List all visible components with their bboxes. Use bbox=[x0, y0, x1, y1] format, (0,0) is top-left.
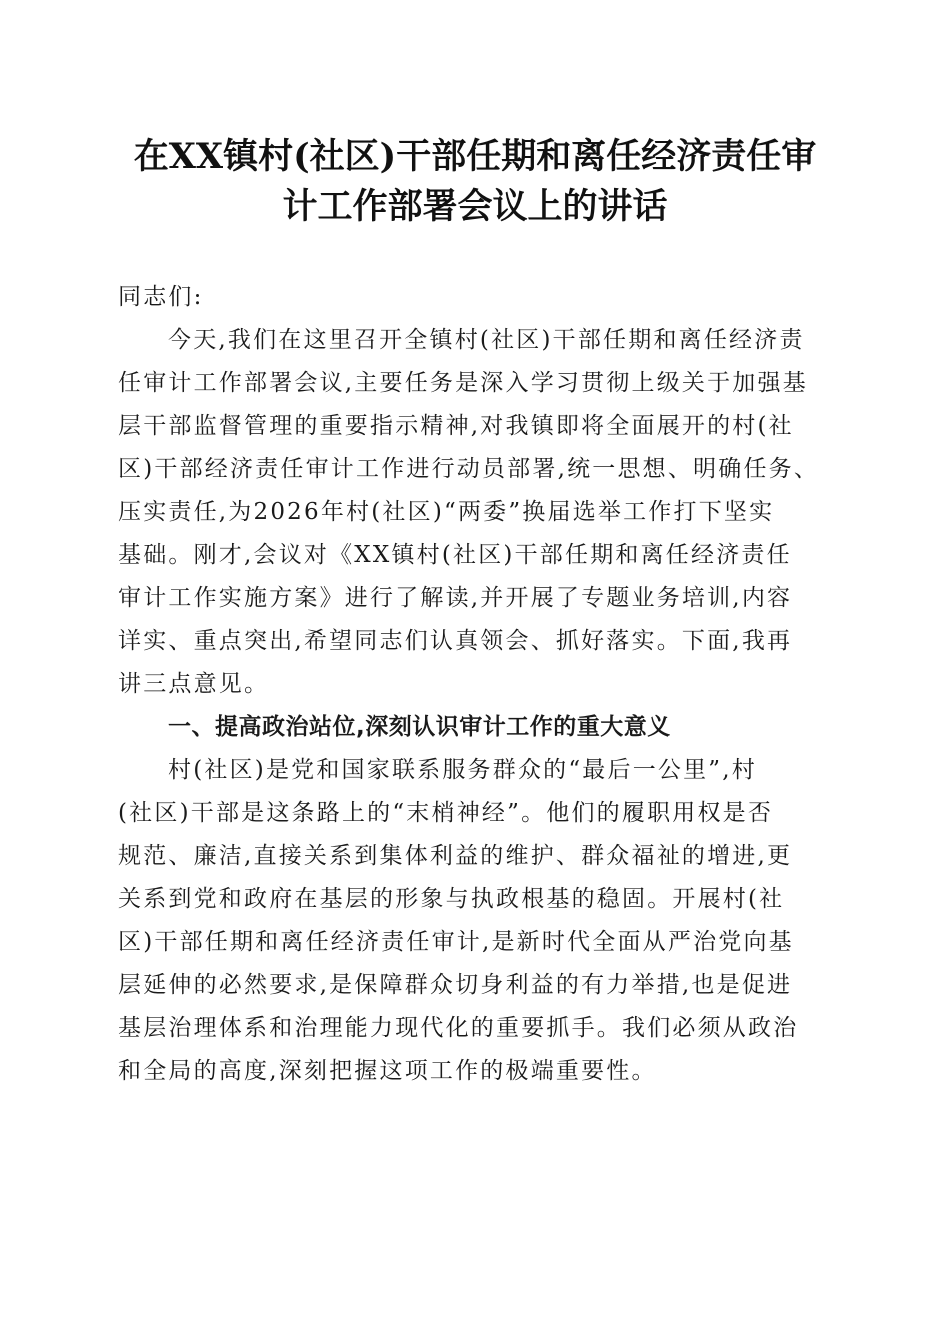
title-line-2: 计工作部署会议上的讲话 bbox=[282, 186, 668, 227]
paragraph-line: 基础。刚才,会议对《XX镇村(社区)干部任期和离任经济责任 bbox=[118, 542, 792, 568]
salutation: 同志们: bbox=[118, 284, 204, 310]
paragraph-line: 基层治理体系和治理能力现代化的重要抓手。我们必须从政治 bbox=[118, 1015, 799, 1041]
paragraph-2 bbox=[118, 749, 830, 1093]
document-title bbox=[100, 132, 850, 232]
paragraph-line: 今天,我们在这里召开全镇村(社区)干部任期和离任经济责 bbox=[168, 327, 805, 353]
document-body bbox=[118, 276, 830, 1093]
title-line-1: 在XX镇村(社区)干部任期和离任经济责任审 bbox=[133, 136, 817, 177]
paragraph-line: 讲三点意见。 bbox=[118, 671, 270, 697]
paragraph-line: 村(社区)是党和国家联系服务群众的“最后一公里”,村 bbox=[168, 757, 757, 783]
paragraph-line: 区)干部经济责任审计工作进行动员部署,统一思想、明确任务、 bbox=[118, 456, 820, 482]
section-heading-1: 一、提高政治站位,深刻认识审计工作的重大意义 bbox=[168, 714, 671, 740]
paragraph-line: 和全局的高度,深刻把握这项工作的极端重要性。 bbox=[118, 1058, 657, 1084]
paragraph-line: 任审计工作部署会议,主要任务是深入学习贯彻上级关于加强基 bbox=[118, 370, 808, 396]
paragraph-line: 详实、重点突出,希望同志们认真领会、抓好落实。下面,我再 bbox=[118, 628, 793, 654]
paragraph-line: 区)干部任期和离任经济责任审计,是新时代全面从严治党向基 bbox=[118, 929, 794, 955]
paragraph-line: (社区)干部是这条路上的“末梢神经”。他们的履职用权是否 bbox=[118, 800, 774, 826]
paragraph-line: 审计工作实施方案》进行了解读,并开展了专题业务培训,内容 bbox=[118, 585, 793, 611]
paragraph-line: 层干部监督管理的重要指示精神,对我镇即将全面展开的村(社 bbox=[118, 413, 794, 439]
paragraph-line: 层延伸的必然要求,是保障群众切身利益的有力举措,也是促进 bbox=[118, 972, 793, 998]
paragraph-line: 规范、廉洁,直接关系到集体利益的维护、群众福祉的增进,更 bbox=[118, 843, 793, 869]
paragraph-line: 关系到党和政府在基层的形象与执政根基的稳固。开展村(社 bbox=[118, 886, 785, 912]
paragraph-line: 压实责任,为2026年村(社区)“两委”换届选举工作打下坚实 bbox=[118, 499, 775, 525]
paragraph-1 bbox=[118, 319, 830, 706]
